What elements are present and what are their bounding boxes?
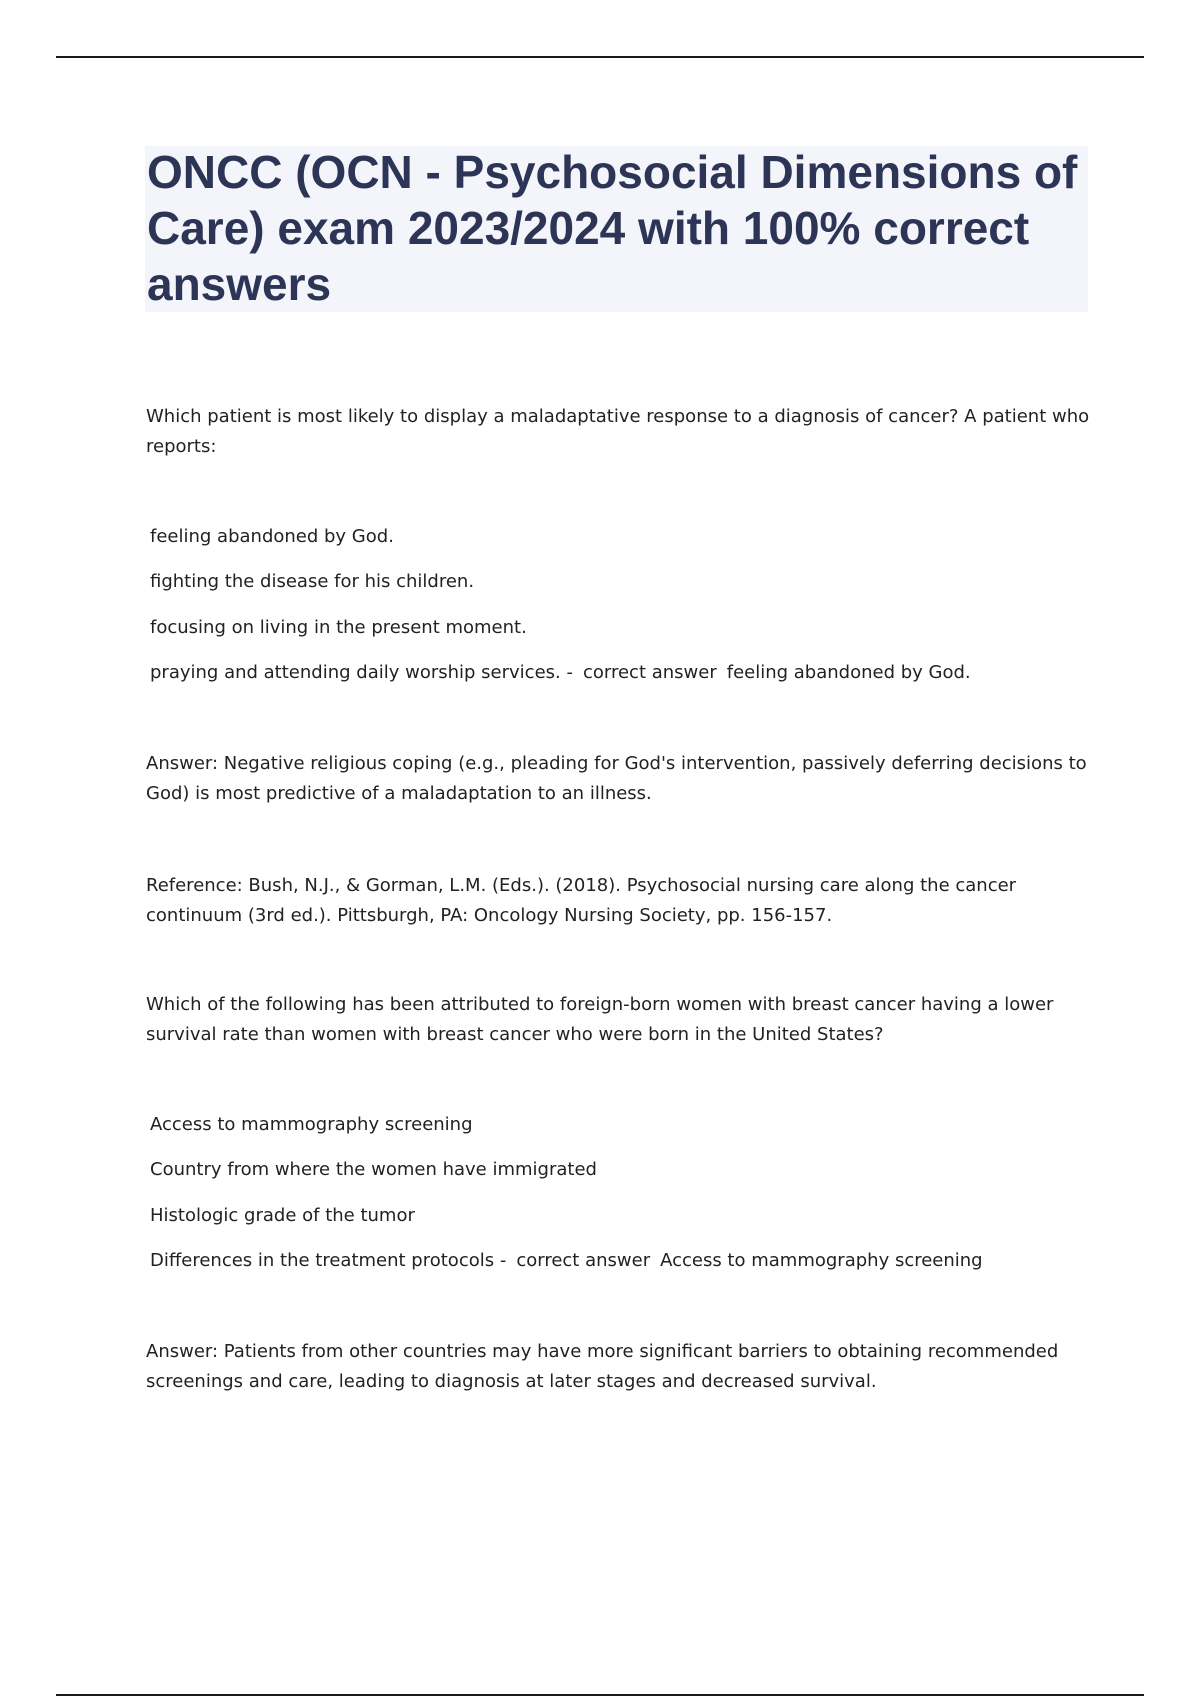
bottom-rule — [56, 1694, 1144, 1696]
question-1-option-4: praying and attending daily worship services. - — [150, 662, 573, 683]
question-2-option-4: Differences in the treatment protocols - — [150, 1250, 507, 1271]
question-2-option-2: Country from where the women have immigrated — [150, 1159, 597, 1180]
question-2-prompt: Which of the following has been attributed to foreign-born women with breast cancer having a lower survival rate than women with breast cancer who were born in the United States? — [146, 994, 1054, 1045]
top-rule — [56, 56, 1144, 58]
question-1-correct-answer: feeling abandoned by God. — [726, 662, 971, 683]
question-1-answer: Answer: Negative religious coping (e.g., pleading for God's intervention, passively deferring decisions to God) is most predictive of a maladaptation to an illness. — [146, 753, 1087, 804]
question-2-option-3: Histologic grade of the tumor — [150, 1205, 415, 1226]
question-2-answer: Answer: Patients from other countries may have more significant barriers to obtaining recommended screenings and care, leading to diagnosis at later stages and decreased survival. — [146, 1341, 1059, 1392]
question-1-option-4-with-answer — [150, 658, 1100, 688]
question-1-option-2: fighting the disease for his children. — [150, 571, 475, 592]
question-2-option-1: Access to mammography screening — [150, 1114, 473, 1135]
question-2-option-4-with-answer — [150, 1246, 1100, 1276]
question-1-option-3: focusing on living in the present moment. — [150, 617, 527, 638]
document-title: ONCC (OCN - Psychosocial Dimensions of Care) exam 2023/2024 with 100% correct answers — [147, 146, 1078, 310]
question-1-reference: Reference: Bush, N.J., & Gorman, L.M. (Eds.). (2018). Psychosocial nursing care along the cancer continuum (3rd ed.). Pittsburgh, PA: Oncology Nursing Society, pp. 156-157. — [146, 875, 1017, 926]
question-1-option-1: feeling abandoned by God. — [150, 526, 394, 547]
question-1-prompt: Which patient is most likely to display a maladaptative response to a diagnosis of cancer? A patient who reports: — [146, 406, 1090, 457]
question-1-correct-label: correct answer — [582, 662, 717, 683]
question-2-correct-label: correct answer — [516, 1250, 651, 1271]
question-2-correct-answer: Access to mammography screening — [660, 1250, 983, 1271]
